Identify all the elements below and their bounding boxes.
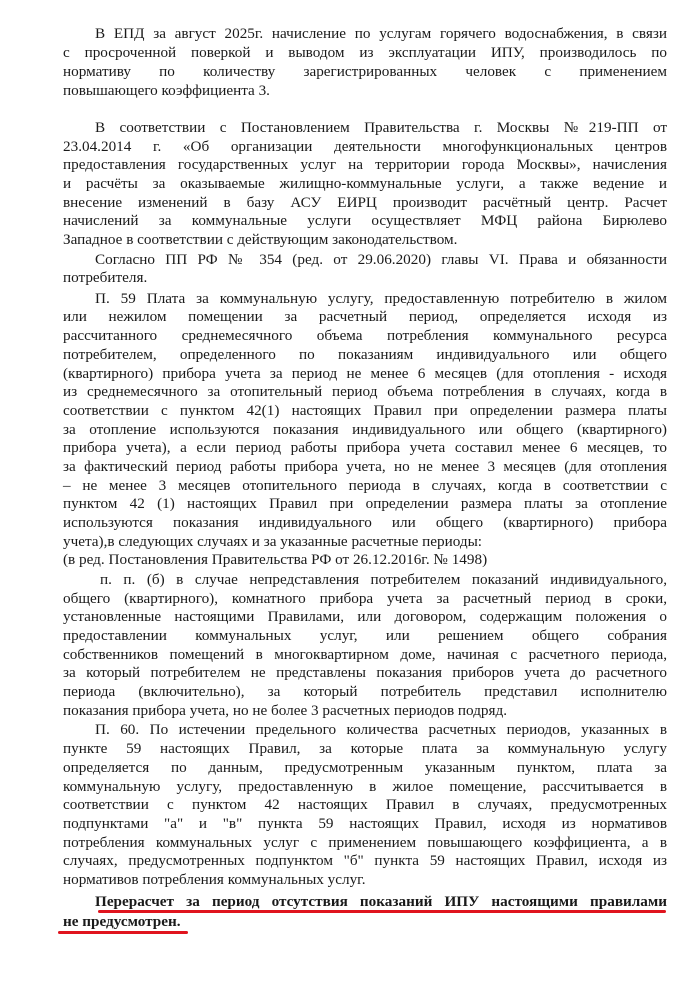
paragraph-p59-line: пунктом 42 (1) настоящих Правил при определении размера платы за отопление <box>63 495 667 513</box>
conclusion-line: Перерасчет за период отсутствия показаний ИПУ настоящими правилами <box>95 892 667 910</box>
paragraph-p59-line: прибора учета), а если период работы прибора учета составил менее 6 месяцев, то <box>63 439 667 457</box>
paragraph-p59-line: за отопление используются показания индивидуального или общего (квартирного) <box>63 420 667 438</box>
paragraph-p59-line: или нежилом помещении за расчетный период, определяется исходя из <box>63 308 667 326</box>
paragraph-p59b-line: установленные настоящими Правилами, или договором, содержащим положения о <box>63 608 667 626</box>
paragraph-moscow-decree-line: Западное в соответствии с действующим законодательством. <box>63 231 458 249</box>
paragraph-p60-line: потребления коммунальных услуг с применением повышающего коэффициента, а в <box>63 833 667 851</box>
paragraph-epd-line: с просроченной поверкой и выводом из эксплуатации ИПУ, производилось по <box>63 44 667 62</box>
conclusion-line: не предусмотрен. <box>63 912 181 930</box>
paragraph-p59-line: за фактический период работы прибора учета, но не менее 3 месяцев (для отопления <box>63 458 667 475</box>
paragraph-moscow-decree-line: В соответствии с Постановлением Правительства г. Москвы №219-ПП от <box>95 118 667 136</box>
paragraph-pp354-line: потребителя. <box>63 269 148 287</box>
paragraph-moscow-decree-line: внесение изменений в базу АСУ ЕИРЦ производит расчётный центр. Расчет <box>63 193 667 211</box>
paragraph-p59-line: используются показания индивидуального или общего (квартирного) прибора <box>63 514 667 532</box>
paragraph-moscow-decree-line: 23.04.2014 г. «Об организации деятельности многофункциональных центров <box>63 137 667 155</box>
paragraph-p59-line: – не менее 3 месяцев отопительного периода в случаях, когда в соответствии с <box>63 476 667 494</box>
paragraph-p59-line: соответствии с пунктом 42(1) настоящих Правил при определении размера платы <box>63 401 667 419</box>
paragraph-p60-line: пункте 59 настоящих Правил, за которые плата за коммунальную услугу <box>63 740 667 758</box>
paragraph-p59b-line: периода (включительно), за который потребитель представил исполнителю <box>63 683 667 701</box>
paragraph-pp354-line: Согласно ПП РФ № 354 (ред. от 29.06.2020) главы VI. Права и обязанности <box>95 250 667 268</box>
paragraph-p60-line: нормативов потребления коммунальных услуг. <box>63 870 366 888</box>
paragraph-moscow-decree-line: и расчёты за оказываемые жилищно-коммунальные услуги, а также ведение и <box>63 174 667 192</box>
paragraph-epd-line: повышающего коэффициента 3. <box>63 81 270 99</box>
paragraph-epd-line: В ЕПД за август 2025г. начисление по услугам горячего водоснабжения, в связи <box>95 25 667 43</box>
paragraph-moscow-decree-line: предоставления государственных услуг на территории города Москвы», начисления <box>63 156 667 174</box>
paragraph-moscow-decree-line: начислений за коммунальные услуги осуществляет МФЦ района Бирюлево <box>63 212 667 230</box>
red-underline-mark <box>98 910 666 913</box>
paragraph-p59b-line: п. п. (б) в случае непредставления потребителем показаний индивидуального, <box>100 571 667 589</box>
paragraph-p59b-line: за который потребителем не представлены показания приборов учета до расчетного <box>63 664 667 682</box>
paragraph-p60-line: соответствии с пунктом 42 настоящих Правил в случаях, предусмотренных <box>63 796 667 814</box>
paragraph-p59-amendment-line: (в ред. Постановления Правительства РФ от 26.12.2016г. № 1498) <box>63 551 488 569</box>
paragraph-p59-line: из среднемесячного за отопительный период объема потребления в случаях, когда в <box>63 383 667 401</box>
paragraph-p60-line: случаях, предусмотренных подпунктом "б" пункта 59 настоящих Правил, исходя из <box>63 852 667 870</box>
paragraph-p59-line: (квартирного) прибора учета за период не менее 6 месяцев (для отопления - исходя <box>63 364 667 382</box>
paragraph-p60-line: П. 60. По истечении предельного количества расчетных периодов, указанных в <box>95 721 667 739</box>
paragraph-p59-line: потребителем, определенного по показаниям индивидуального или общего <box>63 345 667 363</box>
paragraph-p59-line: учета),в следующих случаях и за указанные расчетные периоды: <box>63 532 483 550</box>
paragraph-epd-line: нормативу по количеству зарегистрированных человек с применением <box>63 62 667 80</box>
paragraph-p60-line: определяется по данным, предусмотренным указанным пунктом, плата за <box>63 758 667 776</box>
paragraph-p59b-line: собственников помещений в многоквартирном доме, начиная с расчетного периода, <box>63 645 667 663</box>
paragraph-p59b-line: предоставлении коммунальных услуг, или решением общего собрания <box>63 627 667 645</box>
red-underline-mark <box>58 931 188 934</box>
paragraph-p59b-line: показания прибора учета, но не более 3 расчетных периодов подряд. <box>63 701 508 719</box>
paragraph-p60-line: коммунальную услугу, предоставленную в жилое помещение, рассчитывается в <box>63 777 667 795</box>
paragraph-p59-line: П. 59 Плата за коммунальную услугу, предоставленную потребителю в жилом <box>95 289 667 307</box>
paragraph-p59-line: рассчитанного среднемесячного объема потребления коммунального ресурса <box>63 327 667 345</box>
paragraph-p59b-line: общего (квартирного), комнатного прибора учета за расчетный период в сроки, <box>63 589 667 607</box>
paragraph-p60-line: подпунктами "а" и "в" пункта 59 настоящих Правил, исходя из нормативов <box>63 814 667 832</box>
